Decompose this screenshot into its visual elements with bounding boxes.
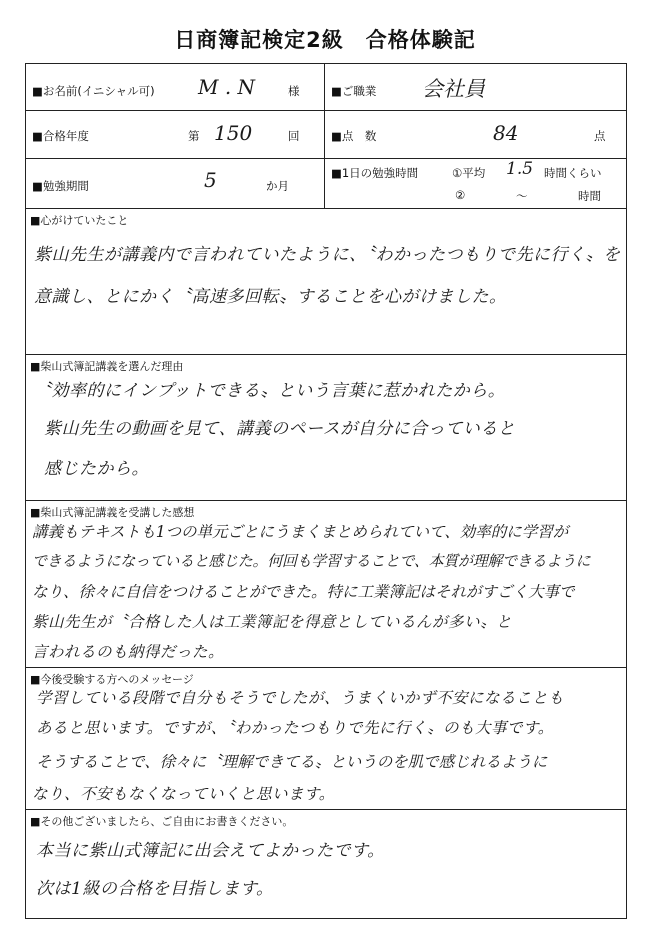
form-frame — [25, 63, 627, 919]
impression-line: 紫山先生が〝合格した人は工業簿記を得意としているんが多い〟と — [32, 613, 513, 631]
period-label: ■勉強期間 — [32, 179, 89, 193]
avg-value: 1.5 — [506, 159, 534, 179]
alt-tilde: ～ — [516, 189, 528, 203]
year-label: ■合格年度 — [32, 129, 89, 143]
daily-label: ■1日の勉強時間 — [331, 166, 419, 180]
year-prefix: 第 — [188, 129, 200, 143]
year-suffix: 回 — [288, 129, 300, 143]
message-line: あると思います。ですが、〝わかったつもりで先に行く〟のも大事です。 — [36, 719, 554, 737]
name-value: M . N — [198, 75, 256, 99]
job-value: 会社員 — [422, 77, 485, 101]
avg-suffix: 時間くらい — [544, 166, 602, 180]
alt-label: ② — [455, 188, 466, 202]
mindset-line: 意識し、とにかく〝高速多回転〟することを心がけました。 — [34, 287, 507, 307]
job-label: ■ご職業 — [331, 84, 377, 98]
section-divider — [26, 500, 626, 501]
impression-line: 言われるのも納得だった。 — [32, 643, 225, 661]
score-label: ■点 数 — [331, 129, 377, 143]
reason-line: 紫山先生の動画を見て、講義のペースが自分に合っていると — [44, 419, 516, 439]
other-line: 本当に紫山式簿記に出会えてよかったです。 — [36, 841, 385, 861]
row-divider — [26, 208, 626, 209]
section-divider — [26, 809, 626, 810]
section-label-reason: ■柴山式簿記講義を選んだ理由 — [30, 360, 184, 373]
message-line: そうすることで、徐々に〝理解できてる〟というのを肌で感じれるように — [36, 753, 548, 771]
section-divider — [26, 667, 626, 668]
message-line: 学習している段階で自分もそうでしたが、うまくいかず不安になることも — [36, 689, 565, 707]
period-suffix: か月 — [266, 179, 289, 193]
name-suffix: 様 — [288, 84, 300, 98]
year-value: 150 — [214, 121, 253, 145]
reason-line: 感じたから。 — [44, 459, 149, 479]
avg-label: ①平均 — [452, 166, 486, 180]
score-value: 84 — [493, 121, 519, 145]
period-value: 5 — [204, 168, 217, 192]
row-divider — [26, 110, 626, 111]
impression-line: できるようになっていると感じた。何回も学習することで、本質が理解できるように — [32, 552, 591, 570]
row-divider — [26, 158, 626, 159]
score-suffix: 点 — [594, 129, 606, 143]
other-line: 次は1級の合格を目指します。 — [36, 879, 274, 899]
message-line: なり、不安もなくなっていくと思います。 — [32, 785, 335, 803]
section-label-message: ■今後受験する方へのメッセージ — [30, 673, 194, 686]
column-divider — [324, 64, 325, 208]
impression-line: なり、徐々に自信をつけることができた。特に工業簿記はそれがすごく大事で — [32, 583, 575, 601]
section-label-mindset: ■心がけていたこと — [30, 214, 129, 227]
mindset-line: 紫山先生が講義内で言われていたように、〝わかったつもりで先に行く〟を — [34, 245, 621, 265]
section-label-impression: ■柴山式簿記講義を受講した感想 — [30, 506, 195, 519]
reason-line: 〝効率的にインプットできる〟という言葉に惹かれたから。 — [34, 381, 506, 401]
section-label-other: ■その他ございましたら、ご自由にお書きください。 — [30, 815, 294, 828]
page-title: 日商簿記検定2級 合格体験記 — [174, 28, 476, 52]
impression-line: 講義もテキストも1つの単元ごとにうまくまとめられていて、効率的に学習が — [32, 523, 569, 541]
section-divider — [26, 354, 626, 355]
name-label: ■お名前(イニシャル可) — [32, 84, 155, 98]
alt-suffix: 時間 — [578, 189, 601, 203]
